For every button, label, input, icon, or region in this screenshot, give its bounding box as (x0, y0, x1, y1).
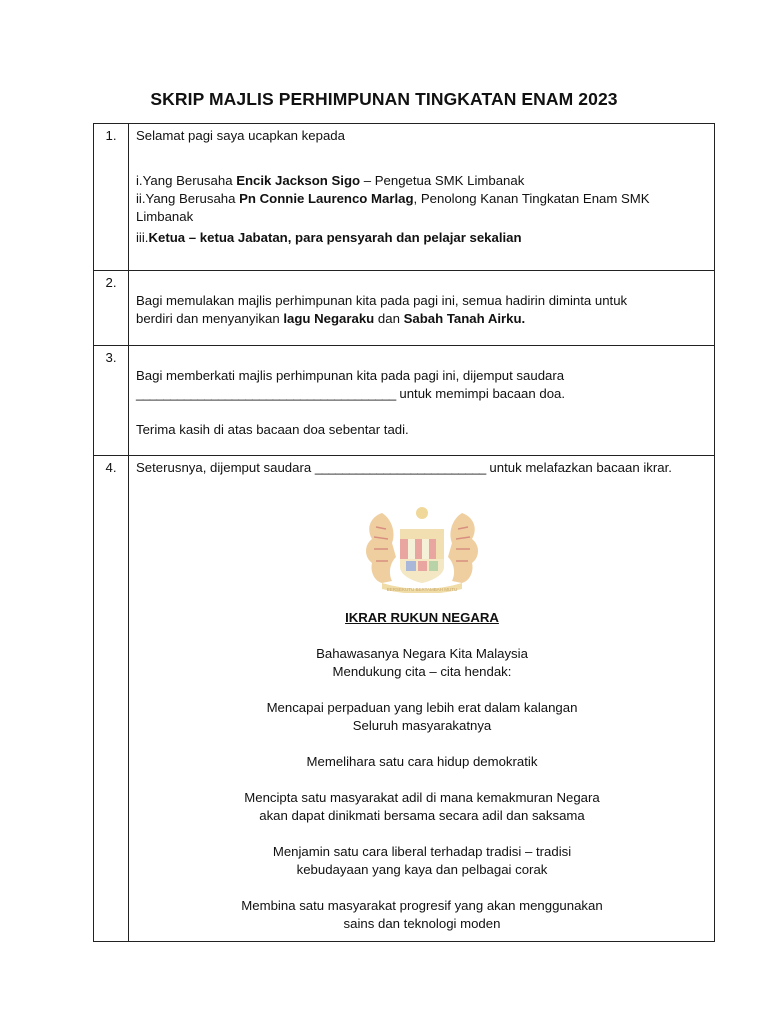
table-row (94, 271, 715, 346)
coat-of-arms-emblem (352, 503, 492, 593)
pledge-line: Bahawasanya Negara Kita Malaysia (316, 646, 528, 661)
pledge-line: Memelihara satu cara hidup demokratik (306, 754, 538, 769)
pledge-line: akan dapat dinikmati bersama secara adil dan saksama (259, 808, 585, 823)
row-content (129, 346, 715, 456)
principal-name: Encik Jackson Sigo (236, 173, 361, 188)
prayer-text-line2: ______________________________________ untuk memimpi bacaan doa. (136, 386, 566, 401)
anthem-text-line2: berdiri dan menyanyikan lagu Negaraku dan Sabah Tanah Airku. (136, 311, 526, 326)
pledge-line: Mencipta satu masyarakat adil di mana kemakmuran Negara (244, 790, 600, 805)
row-content (129, 271, 715, 346)
anthem-negaraku: lagu Negaraku (283, 311, 375, 326)
greeting-line-i: i.Yang Berusaha Encik Jackson Sigo – Pengetua SMK Limbanak (136, 173, 525, 188)
name-blank: ______________________________________ (136, 386, 396, 401)
name-blank: _________________________ (314, 460, 486, 475)
pledge-title: IKRAR RUKUN NEGARA (345, 610, 499, 625)
table-row (94, 456, 715, 942)
pledge-intro: Seterusnya, dijemput saudara _________________________ untuk melafazkan bacaan ikrar. (136, 460, 672, 475)
prayer-text-line1: Bagi memberkati majlis perhimpunan kita pada pagi ini, dijemput saudara (136, 368, 565, 383)
anthem-sabah: Sabah Tanah Airku. (403, 311, 526, 326)
table-row (94, 346, 715, 456)
row-content (129, 456, 715, 942)
row-content (129, 124, 715, 271)
pledge-line: Menjamin satu cara liberal terhadap tradisi – tradisi (272, 844, 572, 859)
greeting-line-ii-cont: Limbanak (136, 209, 194, 224)
vice-principal-name: Pn Connie Laurenco Marlag (239, 191, 414, 206)
table-row (94, 124, 715, 271)
row-number: 3. (94, 346, 129, 456)
greeting-line-iii: iii.Ketua – ketua Jabatan, para pensyarah dan pelajar sekalian (136, 230, 522, 245)
pledge-line: sains dan teknologi moden (343, 916, 501, 931)
pledge-line: Membina satu masyarakat progresif yang akan menggunakan (241, 898, 603, 913)
greeting-text: Selamat pagi saya ucapkan kepada (136, 128, 345, 143)
row-number: 1. (94, 124, 129, 271)
pledge-line: kebudayaan yang kaya dan pelbagai corak (296, 862, 548, 877)
prayer-thanks: Terima kasih di atas bacaan doa sebentar tadi. (136, 422, 409, 437)
page-title: SKRIP MAJLIS PERHIMPUNAN TINGKATAN ENAM 2023 (150, 89, 618, 109)
anthem-text-line1: Bagi memulakan majlis perhimpunan kita pada pagi ini, semua hadirin diminta untuk (136, 293, 628, 308)
emblem-motto: BERSEKUTU BERTAMBAH MUTU (386, 587, 458, 592)
script-table (93, 123, 715, 942)
pledge-text (136, 645, 708, 933)
greeting-line-ii: ii.Yang Berusaha Pn Connie Laurenco Marlag, Penolong Kanan Tingkatan Enam SMK (136, 191, 650, 206)
row-number: 2. (94, 271, 129, 346)
row-number: 4. (94, 456, 129, 942)
pledge-line: Seluruh masyarakatnya (352, 718, 492, 733)
pledge-line: Mendukung cita – cita hendak: (332, 664, 512, 679)
pledge-line: Mencapai perpaduan yang lebih erat dalam kalangan (266, 700, 578, 715)
